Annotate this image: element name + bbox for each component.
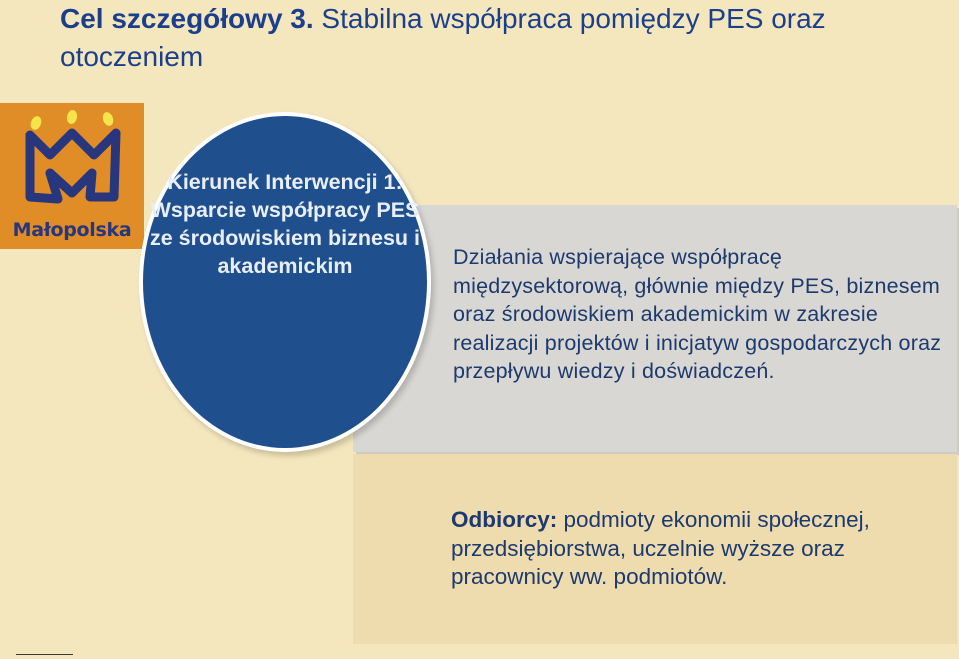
intervention-text: Kierunek Interwencji 1: Wsparcie współpracy PES ze środowiskiem biznesu i akademickim xyxy=(149,170,421,278)
logo-label: Małopolska xyxy=(12,219,132,241)
malopolska-logo xyxy=(0,103,144,249)
slide-title xyxy=(60,0,940,76)
intervention-circle xyxy=(143,116,427,448)
slide-title-prefix: Cel szczegółowy 3. xyxy=(60,3,314,34)
slide-title-text: Stabilna współpraca pomiędzy PES oraz otoczeniem xyxy=(60,3,826,72)
recipients-description: podmioty ekonomii społecznej, przedsiębiorstwa, uczelnie wyższe oraz pracownicy ww. podmiotów. xyxy=(451,507,870,589)
recipients-label: Odbiorcy: xyxy=(451,507,558,532)
recipients-text xyxy=(451,506,951,592)
actions-text: Działania wspierające współpracę międzysektorową, głównie między PES, biznesem oraz środowiskiem akademickim w zakresie realizacji projektów i inicjatyw gospodarczych oraz przepływu wiedzy i doświadczeń. xyxy=(453,245,942,383)
footer-divider xyxy=(16,654,73,655)
